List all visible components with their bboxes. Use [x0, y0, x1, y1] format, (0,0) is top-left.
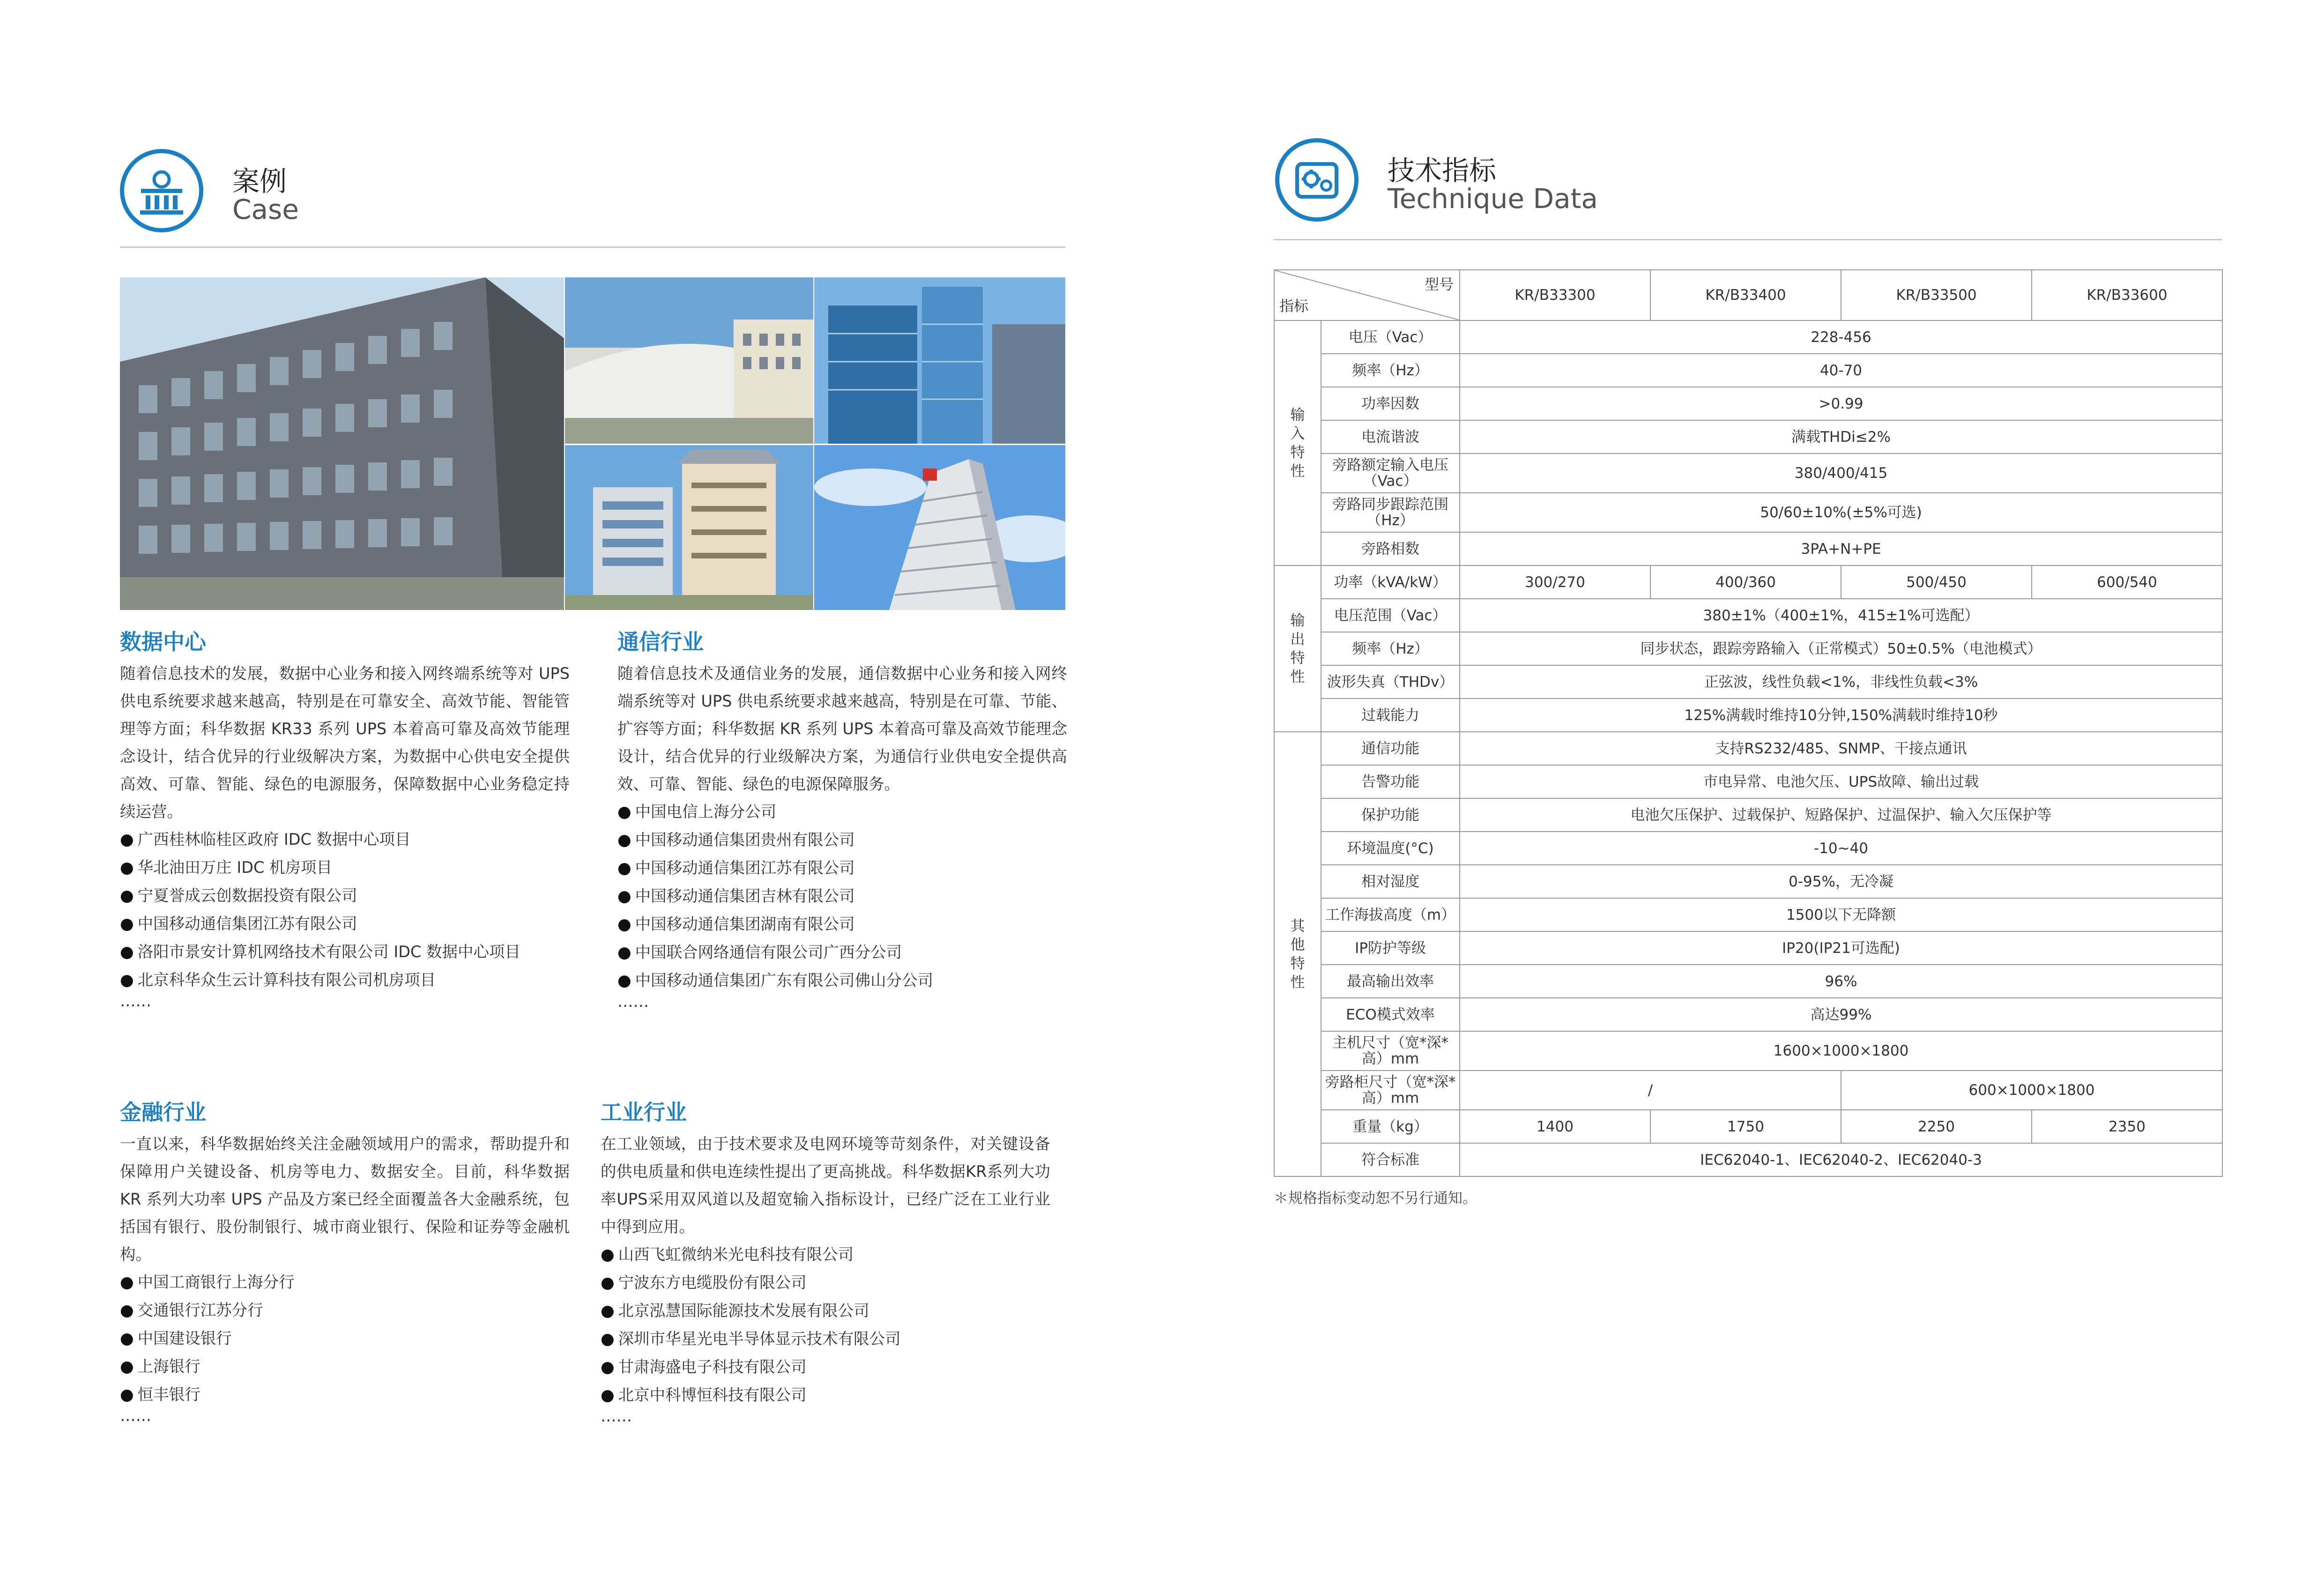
- row-label: 重量（kg）: [1321, 1110, 1460, 1143]
- row-value: 0-95%，无冷凝: [1460, 865, 2222, 898]
- row-value: 228-456: [1460, 320, 2222, 354]
- section-body: 随着信息技术及通信业务的发展，通信数据中心业务和接入网终端系统等对 UPS 供电系统要求越来越高，特别是在可靠、节能、扩容等方面；科华数据 KR 系列 UPS 本着高可靠及高效节能理念设计，结合优异的行业级解决方案，为通信行业供电安全提供高效、可靠、智能、绿色的电源保障服务。: [617, 664, 1067, 793]
- row-value: 1600×1000×1800: [1460, 1031, 2222, 1071]
- row-value: 400/360: [1650, 565, 1841, 599]
- list-item: ● 宁波东方电缆股份有限公司: [601, 1269, 1050, 1297]
- table-row: [1274, 765, 2222, 798]
- row-value: 96%: [1460, 965, 2222, 998]
- list-item: ● 华北油田万庄 IDC 机房项目: [120, 854, 570, 882]
- photo-curved-building: [565, 277, 813, 444]
- list-item: ● 恒丰银行: [120, 1381, 570, 1409]
- table-row: [1274, 832, 2222, 865]
- section-body: 随着信息技术的发展，数据中心业务和接入网终端系统等对 UPS 供电系统要求越来越高，特别是在可靠安全、高效节能、智能管理等方面；科华数据 KR33 系列 UPS 本着高可靠及高效节能理念设计，结合优异的行业级解决方案，为数据中心供电安全提供高效、可靠、智能、绿色的电源服务，保障数据中心业务稳定持续运营。: [120, 664, 570, 821]
- table-row: [1274, 420, 2222, 454]
- list-item: ● 上海银行: [120, 1353, 570, 1381]
- row-value: /: [1460, 1071, 1841, 1110]
- case-divider: [120, 246, 1065, 248]
- row-label: 波形失真（THDv）: [1321, 665, 1460, 699]
- list-item: ● 交通银行江苏分行: [120, 1296, 570, 1324]
- section-body: 在工业领域，由于技术要求及电网环境等苛刻条件，对关键设备的供电质量和供电连续性提出了更高挑战。科华数据KR系列大功率UPS采用双风道以及超宽输入指标设计，已经广泛在工业行业中得到应用。: [601, 1135, 1050, 1236]
- model-header: KR/B33500: [1841, 270, 2032, 320]
- table-row: [1274, 354, 2222, 387]
- table-row: [1274, 454, 2222, 493]
- row-value: 高达99%: [1460, 998, 2222, 1031]
- photo-glass-towers: [814, 277, 1065, 444]
- reference-list: [617, 798, 1067, 995]
- row-label: 主机尺寸（宽*深*高）mm: [1321, 1031, 1460, 1071]
- row-label: 功率（kVA/kW）: [1321, 565, 1460, 599]
- row-label: 符合标准: [1321, 1143, 1460, 1176]
- table-header-row: [1274, 270, 2222, 320]
- row-value: 市电异常、电池欠压、UPS故障、输出过载: [1460, 765, 2222, 798]
- section-finance: [120, 1098, 570, 1423]
- row-label: 保护功能: [1321, 798, 1460, 832]
- list-item: ● 中国联合网络通信有限公司广西分公司: [617, 938, 1067, 967]
- row-label: 频率（Hz）: [1321, 354, 1460, 387]
- section-title: 通信行业: [617, 629, 704, 655]
- table-row: [1274, 665, 2222, 699]
- table-row: [1274, 931, 2222, 965]
- table-row: [1274, 898, 2222, 931]
- row-label: 电压（Vac）: [1321, 320, 1460, 354]
- section-title: 金融行业: [120, 1100, 206, 1125]
- row-value: 500/450: [1841, 565, 2032, 599]
- row-label: 功率因数: [1321, 387, 1460, 420]
- row-label: 环境温度(°C): [1321, 832, 1460, 865]
- list-item: ● 广西桂林临桂区政府 IDC 数据中心项目: [120, 826, 570, 854]
- corner-model-label: 型号: [1425, 276, 1454, 293]
- row-label: 旁路同步跟踪范围（Hz）: [1321, 493, 1460, 532]
- section-datacenter: [120, 628, 570, 1008]
- row-value: 支持RS232/485、SNMP、干接点通讯: [1460, 732, 2222, 765]
- row-value: 50/60±10%(±5%可选): [1460, 493, 2222, 532]
- corner-index-label: 指标: [1279, 298, 1308, 315]
- row-value: 同步状态，跟踪旁路输入（正常模式）50±0.5%（电池模式）: [1460, 632, 2222, 665]
- row-value: 1400: [1460, 1110, 1650, 1143]
- group-input-label: 输入特性: [1274, 320, 1321, 565]
- corner-cell: [1274, 270, 1460, 320]
- case-title-zh: 案例: [232, 165, 287, 197]
- list-item: ● 洛阳市景安计算机网络技术有限公司 IDC 数据中心项目: [120, 938, 570, 966]
- row-value: 满载THDi≤2%: [1460, 420, 2222, 454]
- section-telecom: [617, 628, 1067, 1009]
- row-value: 125%满载时维持10分钟,150%满载时维持10秒: [1460, 699, 2222, 732]
- row-label: ECO模式效率: [1321, 998, 1460, 1031]
- row-label: 旁路额定输入电压（Vac）: [1321, 454, 1460, 493]
- model-header: KR/B33600: [2032, 270, 2222, 320]
- row-value: 600×1000×1800: [1841, 1071, 2222, 1110]
- bank-building-icon: [120, 149, 203, 232]
- reference-list: [120, 826, 570, 994]
- list-item: ● 中国移动通信集团江苏有限公司: [617, 854, 1067, 882]
- reference-list: [601, 1241, 1050, 1409]
- row-label: 最高输出效率: [1321, 965, 1460, 998]
- section-industry: [601, 1098, 1050, 1423]
- table-row: [1274, 1031, 2222, 1071]
- case-title-en: Case: [232, 193, 299, 225]
- more-ellipsis: ……: [120, 1406, 151, 1425]
- table-row: [1274, 865, 2222, 898]
- table-row: [1274, 732, 2222, 765]
- list-item: ● 中国移动通信集团江苏有限公司: [120, 910, 570, 938]
- row-label: 相对湿度: [1321, 865, 1460, 898]
- row-value: IEC62040-1、IEC62040-2、IEC62040-3: [1460, 1143, 2222, 1176]
- photo-skyscraper: [814, 445, 1065, 610]
- table-row: [1274, 632, 2222, 665]
- table-row: [1274, 699, 2222, 732]
- section-title: 工业行业: [601, 1100, 687, 1125]
- row-label: 电流谐波: [1321, 420, 1460, 454]
- row-value: 1750: [1650, 1110, 1841, 1143]
- row-value: 380/400/415: [1460, 454, 2222, 493]
- reference-list: [120, 1268, 570, 1409]
- list-item: ● 中国电信上海分公司: [617, 798, 1067, 826]
- technique-header: [1275, 138, 1697, 227]
- section-title: 数据中心: [120, 629, 206, 655]
- row-value: 600/540: [2032, 565, 2222, 599]
- table-row: [1274, 1071, 2222, 1110]
- table-row: [1274, 565, 2222, 599]
- list-item: ● 深圳市华星光电半导体显示技术有限公司: [601, 1325, 1050, 1353]
- table-row: [1274, 532, 2222, 565]
- technique-title-en: Technique Data: [1388, 183, 1598, 215]
- list-item: ● 中国移动通信集团贵州有限公司: [617, 826, 1067, 854]
- spec-table: [1274, 269, 2223, 1177]
- row-label: 电压范围（Vac）: [1321, 599, 1460, 632]
- list-item: ● 中国移动通信集团吉林有限公司: [617, 882, 1067, 910]
- more-ellipsis: ……: [601, 1407, 632, 1425]
- row-label: 频率（Hz）: [1321, 632, 1460, 665]
- row-label: IP防护等级: [1321, 931, 1460, 965]
- row-value: 电池欠压保护、过载保护、短路保护、过温保护、输入欠压保护等: [1460, 798, 2222, 832]
- list-item: ● 中国移动通信集团广东有限公司佛山分公司: [617, 967, 1067, 995]
- table-row: [1274, 965, 2222, 998]
- group-output-label: 输出特性: [1274, 565, 1321, 732]
- group-other-label: 其他特性: [1274, 732, 1321, 1176]
- row-label: 工作海拔高度（m）: [1321, 898, 1460, 931]
- row-value: 40-70: [1460, 354, 2222, 387]
- photo-bank-hq: [565, 445, 813, 610]
- row-value: 2350: [2032, 1110, 2222, 1143]
- gear-chip-icon: [1275, 138, 1359, 222]
- case-header: [120, 149, 448, 238]
- more-ellipsis: ……: [617, 992, 649, 1011]
- list-item: ● 北京泓慧国际能源技术发展有限公司: [601, 1297, 1050, 1325]
- technique-divider: [1274, 239, 2222, 240]
- list-item: ● 甘肃海盛电子科技有限公司: [601, 1353, 1050, 1381]
- table-row: [1274, 599, 2222, 632]
- table-row: [1274, 1143, 2222, 1176]
- row-value: 正弦波，线性负载<1%，非线性负载<3%: [1460, 665, 2222, 699]
- row-value: IP20(IP21可选配): [1460, 931, 2222, 965]
- row-label: 通信功能: [1321, 732, 1460, 765]
- row-label: 旁路相数: [1321, 532, 1460, 565]
- row-value: 1500以下无降额: [1460, 898, 2222, 931]
- row-label: 告警功能: [1321, 765, 1460, 798]
- list-item: ● 中国建设银行: [120, 1324, 570, 1353]
- table-row: [1274, 493, 2222, 532]
- list-item: ● 宁夏誉成云创数据投资有限公司: [120, 882, 570, 910]
- section-body: 一直以来，科华数据始终关注金融领域用户的需求，帮助提升和保障用户关键设备、机房等电力、数据安全。目前，科华数据 KR 系列大功率 UPS 产品及方案已经全面覆盖各大金融系统，包括国有银行、股份制银行、城市商业银行、保险和证券等金融机构。: [120, 1135, 570, 1264]
- row-value: 300/270: [1460, 565, 1650, 599]
- more-ellipsis: ……: [120, 992, 151, 1010]
- row-value: 2250: [1841, 1110, 2032, 1143]
- row-label: 过载能力: [1321, 699, 1460, 732]
- list-item: ● 山西飞虹微纳米光电科技有限公司: [601, 1241, 1050, 1269]
- model-header: KR/B33300: [1460, 270, 1650, 320]
- row-value: -10~40: [1460, 832, 2222, 865]
- photo-office-tower: [120, 277, 564, 610]
- row-value: >0.99: [1460, 387, 2222, 420]
- model-header: KR/B33400: [1650, 270, 1841, 320]
- table-row: [1274, 387, 2222, 420]
- row-value: 3PA+N+PE: [1460, 532, 2222, 565]
- table-row: [1274, 798, 2222, 832]
- table-row: [1274, 1110, 2222, 1143]
- table-row: [1274, 998, 2222, 1031]
- list-item: ● 中国工商银行上海分行: [120, 1268, 570, 1296]
- row-label: 旁路柜尺寸（宽*深*高）mm: [1321, 1071, 1460, 1110]
- table-row: [1274, 320, 2222, 354]
- footnote: ＊规格指标变动恕不另行通知。: [1274, 1190, 1477, 1207]
- row-value: 380±1%（400±1%，415±1%可选配）: [1460, 599, 2222, 632]
- list-item: ● 北京中科博恒科技有限公司: [601, 1381, 1050, 1409]
- technique-title-zh: 技术指标: [1388, 155, 1497, 186]
- list-item: ● 北京科华众生云计算科技有限公司机房项目: [120, 966, 570, 994]
- list-item: ● 中国移动通信集团湖南有限公司: [617, 910, 1067, 938]
